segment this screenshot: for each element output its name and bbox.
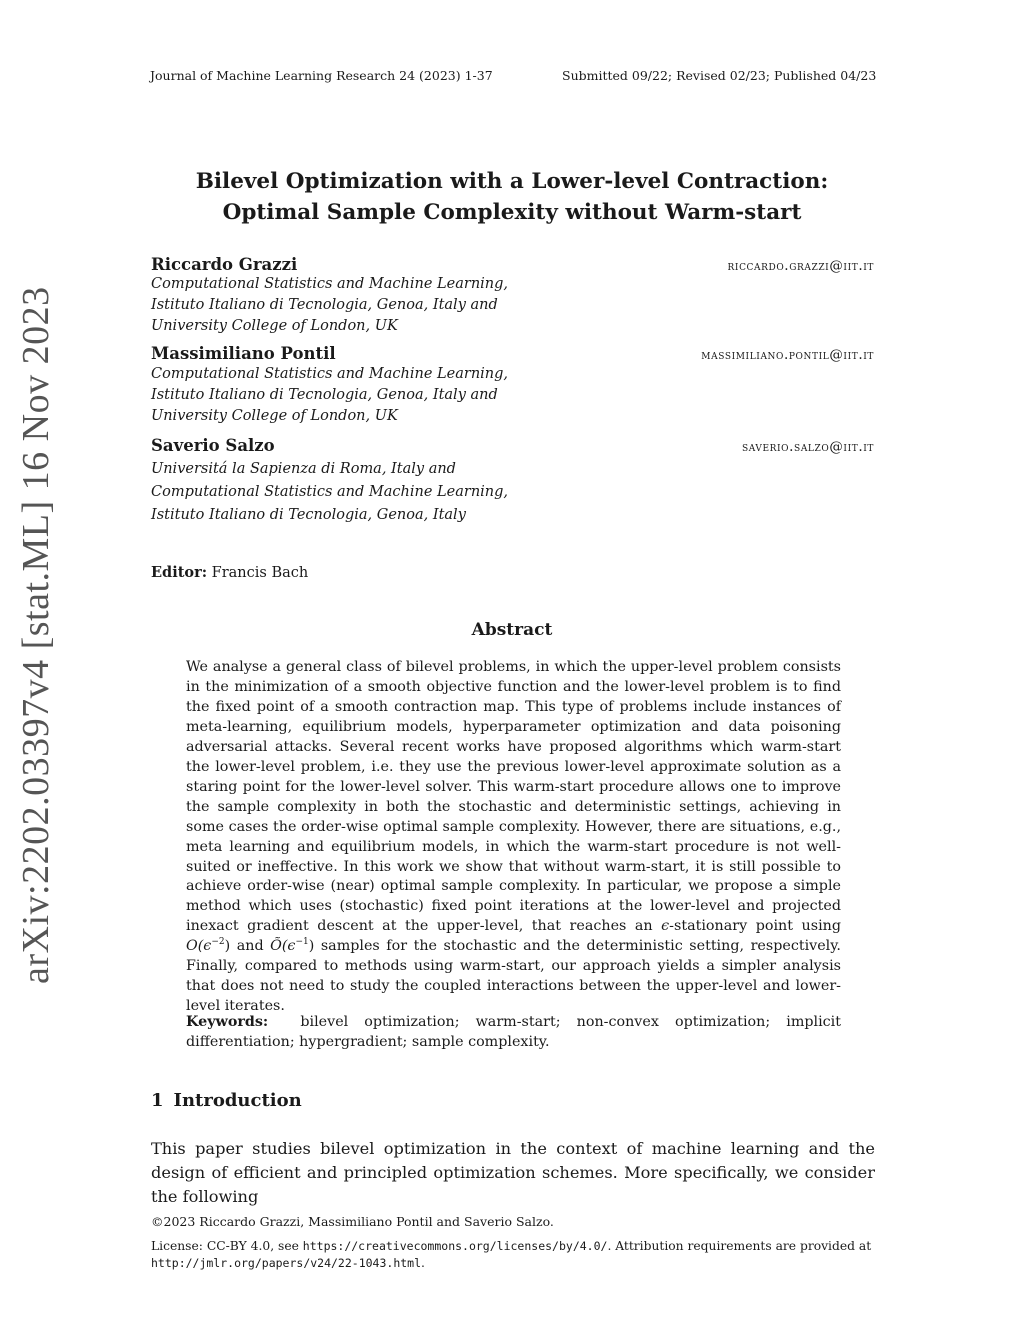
author-name: Saverio Salzo bbox=[151, 436, 275, 455]
epsilon-symbol: ϵ bbox=[661, 918, 670, 935]
tilde-o-notation: Õ(ϵ bbox=[270, 938, 296, 955]
abstract-text-and: and bbox=[230, 938, 271, 955]
author-email: saverio.salzo@iit.it bbox=[741, 439, 874, 455]
editor-name: Francis Bach bbox=[211, 565, 309, 581]
license-suffix: . bbox=[421, 1255, 425, 1270]
author-affiliation-line: Computational Statistics and Machine Learning, bbox=[151, 276, 509, 292]
author-affiliation-line: Istituto Italiano di Tecnologia, Genoa, Italy bbox=[151, 507, 466, 523]
section-number: 1 bbox=[151, 1090, 164, 1111]
author-email: massimiliano.pontil@iit.it bbox=[701, 347, 874, 363]
abstract-body bbox=[186, 658, 841, 1017]
exponent: −2 bbox=[211, 937, 225, 948]
author-affiliation-line: University College of London, UK bbox=[151, 408, 398, 424]
author-name: Riccardo Grazzi bbox=[151, 255, 298, 274]
license-link[interactable]: https://creativecommons.org/licenses/by/4.0/ bbox=[302, 1239, 608, 1253]
author-affiliation-line: Computational Statistics and Machine Learning, bbox=[151, 366, 509, 382]
keywords-label: Keywords: bbox=[186, 1014, 269, 1030]
license-prefix: License: CC-BY 4.0, see bbox=[151, 1239, 303, 1253]
close-paren: ) bbox=[224, 938, 231, 955]
intro-paragraph: This paper studies bilevel optimization in the context of machine learning and the design of efficient and principled optimization schemes. More specifically, we consider the following bbox=[151, 1139, 875, 1206]
abstract-text-end: samples for the stochastic and the deterministic setting, respectively. Finally, compared to methods using warm-start, our approach yields a simpler analysis that does not need to study the coupled interactions between the upper-level and lower-level iterates. bbox=[186, 938, 841, 1015]
attribution-link[interactable]: http://jmlr.org/papers/v24/22-1043.html bbox=[151, 1255, 422, 1270]
keywords bbox=[186, 1012, 841, 1052]
title-line-2: Optimal Sample Complexity without Warm-start bbox=[222, 200, 802, 225]
author-email: riccardo.grazzi@iit.it bbox=[727, 258, 874, 274]
exponent: −1 bbox=[295, 937, 309, 948]
paper-title bbox=[120, 166, 904, 228]
arxiv-stamp: arXiv:2202.03397v4 [stat.ML] 16 Nov 2023 bbox=[15, 286, 57, 984]
editor-label: Editor: bbox=[151, 564, 208, 581]
keywords-text: bilevel optimization; warm-start; non-convex optimization; implicit differentiation; hypergradient; sample complexity. bbox=[186, 1014, 842, 1050]
license-notice bbox=[151, 1238, 875, 1271]
abstract-text-start: We analyse a general class of bilevel problems, in which the upper-level problem consists in the minimization of a smooth objective function and the lower-level problem is to find the fixed point of a smooth contraction map. This type of problems include instances of meta-learning, equilibrium models, hyperparameter optimization and data poisoning adversarial attacks. Several recent works have proposed algorithms which warm-start the lower-level problem, i.e. they use the previous lower-level approximate solution as a staring point for the lower-level solver. This warm-start procedure allows one to improve the sample complexity in both the stochastic and deterministic settings, achieving in some cases the order-wise optimal sample complexity. However, there are situations, e.g., meta learning and equilibrium models, in which the warm-start procedure is not well-suited or ineffective. In this work we show that without warm-start, it is still possible to achieve order-wise (near) optimal sample complexity. In particular, we propose a simple method which uses (stochastic) fixed point iterations at the lower-level and projected inexact gradient descent at the upper-level, that reaches an bbox=[186, 659, 841, 935]
author-name: Massimiliano Pontil bbox=[151, 344, 336, 363]
editor-line bbox=[151, 564, 308, 581]
section-heading bbox=[151, 1090, 302, 1111]
title-line-1: Bilevel Optimization with a Lower-level Contraction: bbox=[195, 169, 829, 194]
license-mid: . Attribution requirements are provided at bbox=[607, 1239, 872, 1253]
author-affiliation-line: Universitá la Sapienza di Roma, Italy and bbox=[151, 461, 456, 477]
close-paren: ) bbox=[308, 938, 315, 955]
author-affiliation-line: Istituto Italiano di Tecnologia, Genoa, Italy and bbox=[151, 387, 498, 403]
submission-dates: Submitted 09/22; Revised 02/23; Published 04/23 bbox=[562, 68, 877, 83]
author-affiliation-line: Computational Statistics and Machine Learning, bbox=[151, 484, 509, 500]
journal-header: Journal of Machine Learning Research 24 (2023) 1-37 bbox=[150, 68, 493, 83]
abstract-text-mid: -stationary point using bbox=[669, 918, 841, 935]
copyright-notice: ©2023 Riccardo Grazzi, Massimiliano Pontil and Saverio Salzo. bbox=[151, 1214, 554, 1229]
big-o-notation: O(ϵ bbox=[186, 938, 212, 955]
section-title: Introduction bbox=[173, 1090, 302, 1111]
author-affiliation-line: University College of London, UK bbox=[151, 318, 398, 334]
author-affiliation-line: Istituto Italiano di Tecnologia, Genoa, Italy and bbox=[151, 297, 498, 313]
abstract-heading: Abstract bbox=[471, 620, 553, 640]
